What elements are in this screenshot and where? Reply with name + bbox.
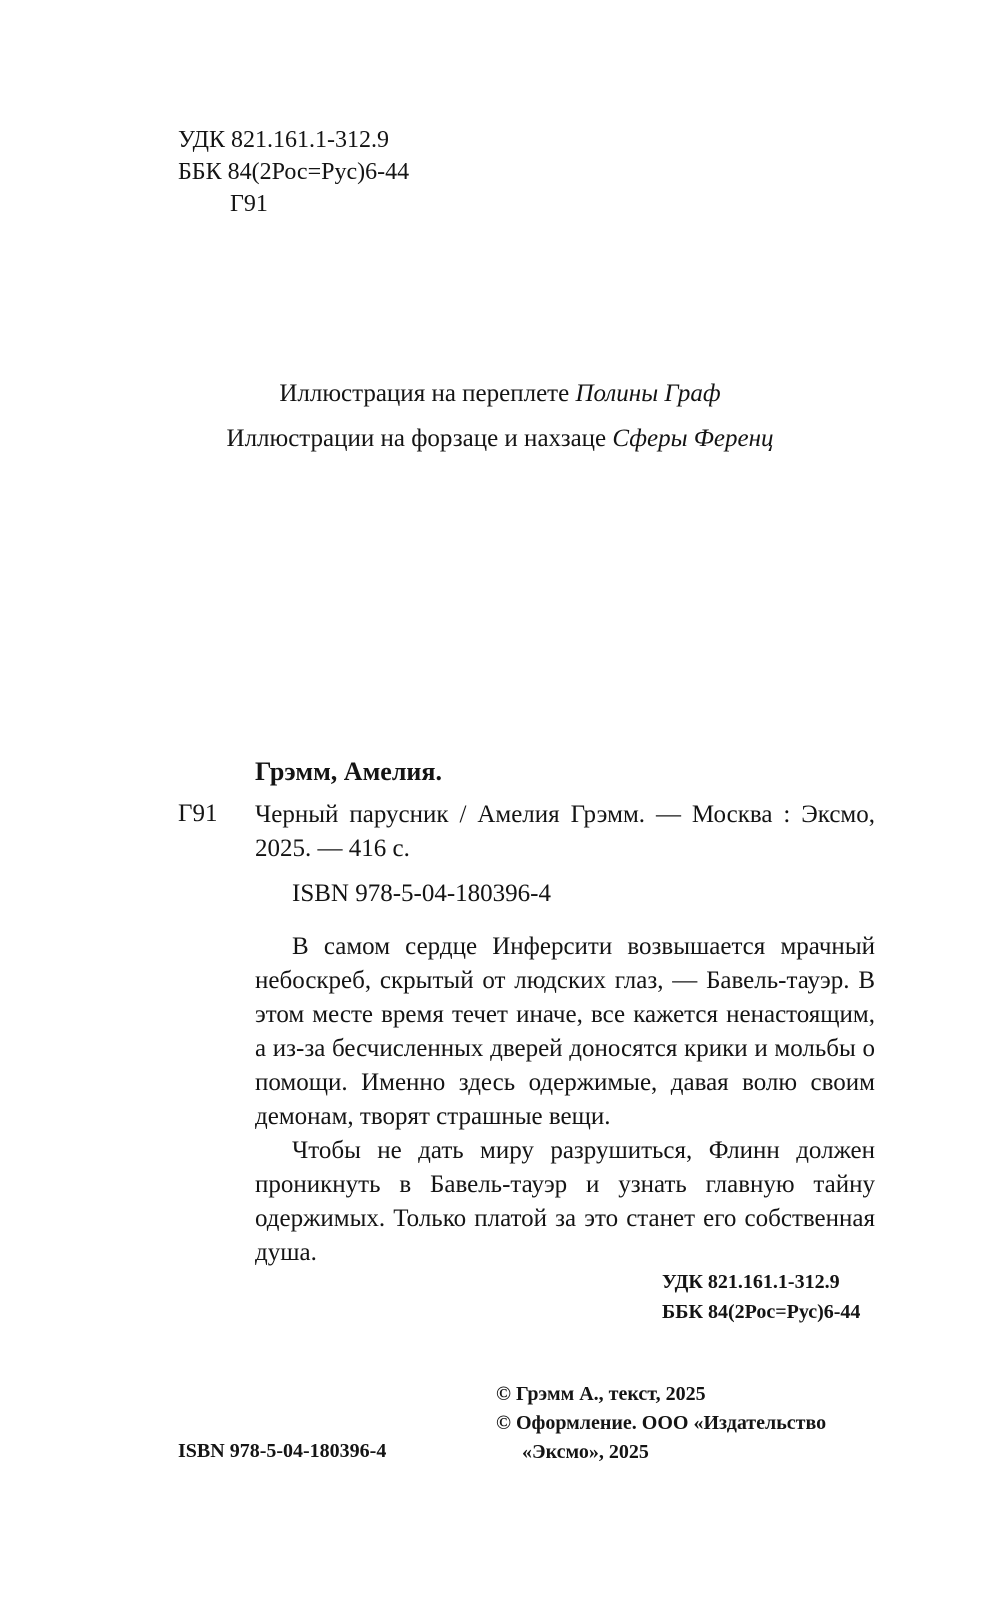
catalog-code: Г91 [178,800,218,827]
isbn-catalog: ISBN 978-5-04-180396-4 [292,880,552,907]
author-heading: Грэмм, Амелия. [255,757,442,786]
author-code-top: Г91 [230,191,268,217]
bbk-top: ББК 84(2Рос=Рус)6-44 [178,159,410,185]
udk-bottom: УДК 821.161.1-312.9 [662,1271,840,1293]
isbn-footer: ISBN 978-5-04-180396-4 [178,1440,387,1462]
annotation-paragraph-2: Чтобы не дать миру разрушиться, Флинн должен проникнуть в Бавель-тауэр и узнать главную тайну одержимых. Только платой за это станет его собственная душа. [255,1137,875,1266]
bibliographic-description: Черный парусник / Амелия Грэмм. — Москва : Эксмо, 2025. — 416 с. [255,801,875,862]
endpaper-credit-text: Иллюстрации на форзаце и нахзаце [226,425,607,452]
bbk-bottom: ББК 84(2Рос=Рус)6-44 [662,1301,861,1323]
copyright-design-line2: «Эксмо», 2025 [522,1441,649,1463]
classification-bottom [662,1267,860,1327]
endpaper-illustration-credit [0,425,1000,453]
annotation-paragraph-1: В самом сердце Инферсити возвышается мрачный небоскреб, скрытый от людских глаз, — Бавель-тауэр. В этом месте время течет иначе, все кажется ненастоящим, а из-за бесчисленных дверей доносятся крики и мольбы о помощи. Именно здесь одержимые, давая волю своим демонам, творят страшные вещи. [255,933,875,1130]
cover-credit-name: Полины Граф [575,380,721,407]
cover-illustration-credit [0,380,1000,408]
cover-credit-text: Иллюстрация на переплете [279,380,570,407]
udk-top: УДК 821.161.1-312.9 [178,127,389,153]
endpaper-credit-name: Сферы Ференц [612,425,774,452]
annotation [255,930,875,1270]
copyright-block [496,1380,826,1467]
copyright-design-line1: © Оформление. ООО «Издательство [496,1412,827,1434]
copyright-author: © Грэмм А., текст, 2025 [496,1383,706,1405]
